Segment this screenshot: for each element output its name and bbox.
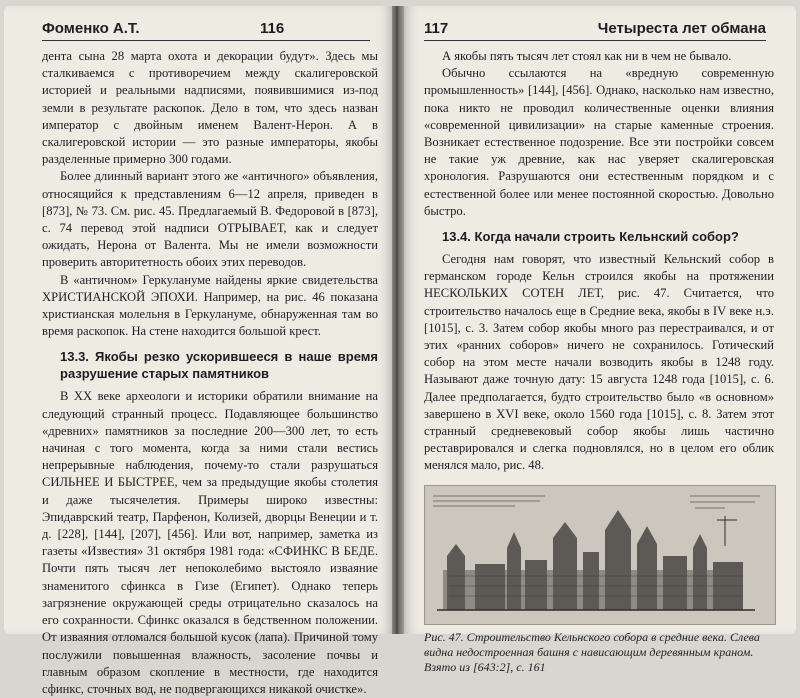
book-gutter <box>392 6 404 634</box>
paragraph: дента сына 28 марта охота и декорации будут». Здесь мы сталкиваемся с противоречием между скалигеровской историей и реальными надписями, появившимися из-под земли в результате раскопок. Дело в том, что здесь назван император с двойным именем Валент-Нерон. А в скалигеровской истории — это разные императоры, якобы разделенные примерно 300 годами. <box>42 49 378 167</box>
right-page-body <box>424 48 774 675</box>
section-heading: 13.4. Когда начали строить Кельнский собор? <box>442 229 739 245</box>
paragraph: Более длинный вариант этого же «античного» объявления, относящийся к представлениям 6—12 апреля, приведен в [873], № 73. См. рис. 45. Предлагаемый В. Федоровой в [873], с. 74 перевод этой надписи ОТРЫВАЕТ, как и следует ожидать, Нерона от Валента. Мы не имели возможности проверить авторитетность обоих этих переводов. <box>42 169 378 270</box>
left-page <box>4 6 392 696</box>
left-page-body <box>42 48 378 698</box>
engraving-illustration <box>425 486 775 624</box>
paragraph: Сегодня нам говорят, что известный Кельнский собор в германском городе Кельн строился якобы на протяжении НЕСКОЛЬКИХ СОТЕН ЛЕТ, рис. 47. Считается, что строительство началось еще в Средние века, якобы в IV веке н.э. [1015], с. 3. Затем собор якобы много раз перестраивался, и от этих «ранних соборов» ничего не сохранилось. Готический собор на этом месте начали возводить якобы в 1248 году. Называют даже точную дату: 15 августа 1248 года [1015], с. 6. Далее предполагается, будто строительство было «в основном» завершено в XVI веке, около 1560 года [1015], с. 8. Затем этот странный средневековый собор якобы лишь частично реставрировался и слегка подновлялся, но в целом его облик менялся мало, рис. 48. <box>424 252 774 473</box>
section-heading: 13.3. Якобы резко ускорившееся в наше время разрушение старых памятников <box>60 349 378 382</box>
paragraph: А якобы пять тысяч лет стоял как ни в чем не бывало. <box>442 49 732 63</box>
page-number: 116 <box>260 20 285 37</box>
paragraph: В «античном» Геркулануме найдены яркие свидетельства ХРИСТИАНСКОЙ ЭПОХИ. Например, на рис. 46 показана христианская молельня в Геркулануме, обнаруженная там во время раскопок. На стене находится большой крест. <box>42 272 378 339</box>
right-page <box>404 6 796 674</box>
page-number: 117 <box>424 20 449 37</box>
cologne-cathedral-engraving <box>424 485 776 625</box>
figure-caption: Рис. 47. Строительство Кельнского собора в средние века. Слева видна недостроенная башня с нависающим деревянным краном. Взято из [643:2], с. 161 <box>424 629 760 674</box>
right-page-header <box>424 18 766 41</box>
paragraph: В XX веке археологи и историки обратили внимание на следующий странный процесс. Подавляющее большинство «древних» памятников за последние 200—300 лет, то есть начиная с того момента, когда за ними стали вестись непрерывные наблюдения, почему-то стали разрушаться СИЛЬНЕЕ И БЫСТРЕЕ, чем за предыдущие якобы столетия и даже тысячелетия. Примеры широко известны: Эпидаврский театр, Парфенон, Колизей, дворцы Венеции и т. д. [228], [144], [207], [456]. Или вот, например, заметка из газеты «Известия» 31 октября 1981 года: «СФИНКС В БЕДЕ. Почти пять тысяч лет непоколебимо выстояло изваяние знаменитого сфинкса в Гизе (Египет). Однако теперь загрязнение окружающей среды отрицательно сказалось на его сохранности. Сфинкс оказался в бедственном положении. От изваяния отломался большой кусок (лапа). Причиной тому послужили повышенная влажность, засоление почвы и главным образом скопление в местности, где находится сфинкс, сточных вод, не подвергающихся никакой очистке». <box>42 389 378 696</box>
running-title: Фоменко А.Т. <box>42 20 140 37</box>
running-title: Четыреста лет обмана <box>597 20 766 37</box>
paragraph: Обычно ссылаются на «вредную современную промышленность» [144], [456]. Однако, насколько нам известно, пока никто не проводил количественные оценки влияния «современной цивилизации» на старые каменные строения. Возникает естественное подозрение. Все эти постройки совсем не такие уж древние, как нас уверяет скалигеровская хронология. Разрушаются они естественным порядком и с естественной более или менее постоянной скоростью. Довольно быстро. <box>424 66 774 218</box>
left-page-header <box>42 18 370 41</box>
